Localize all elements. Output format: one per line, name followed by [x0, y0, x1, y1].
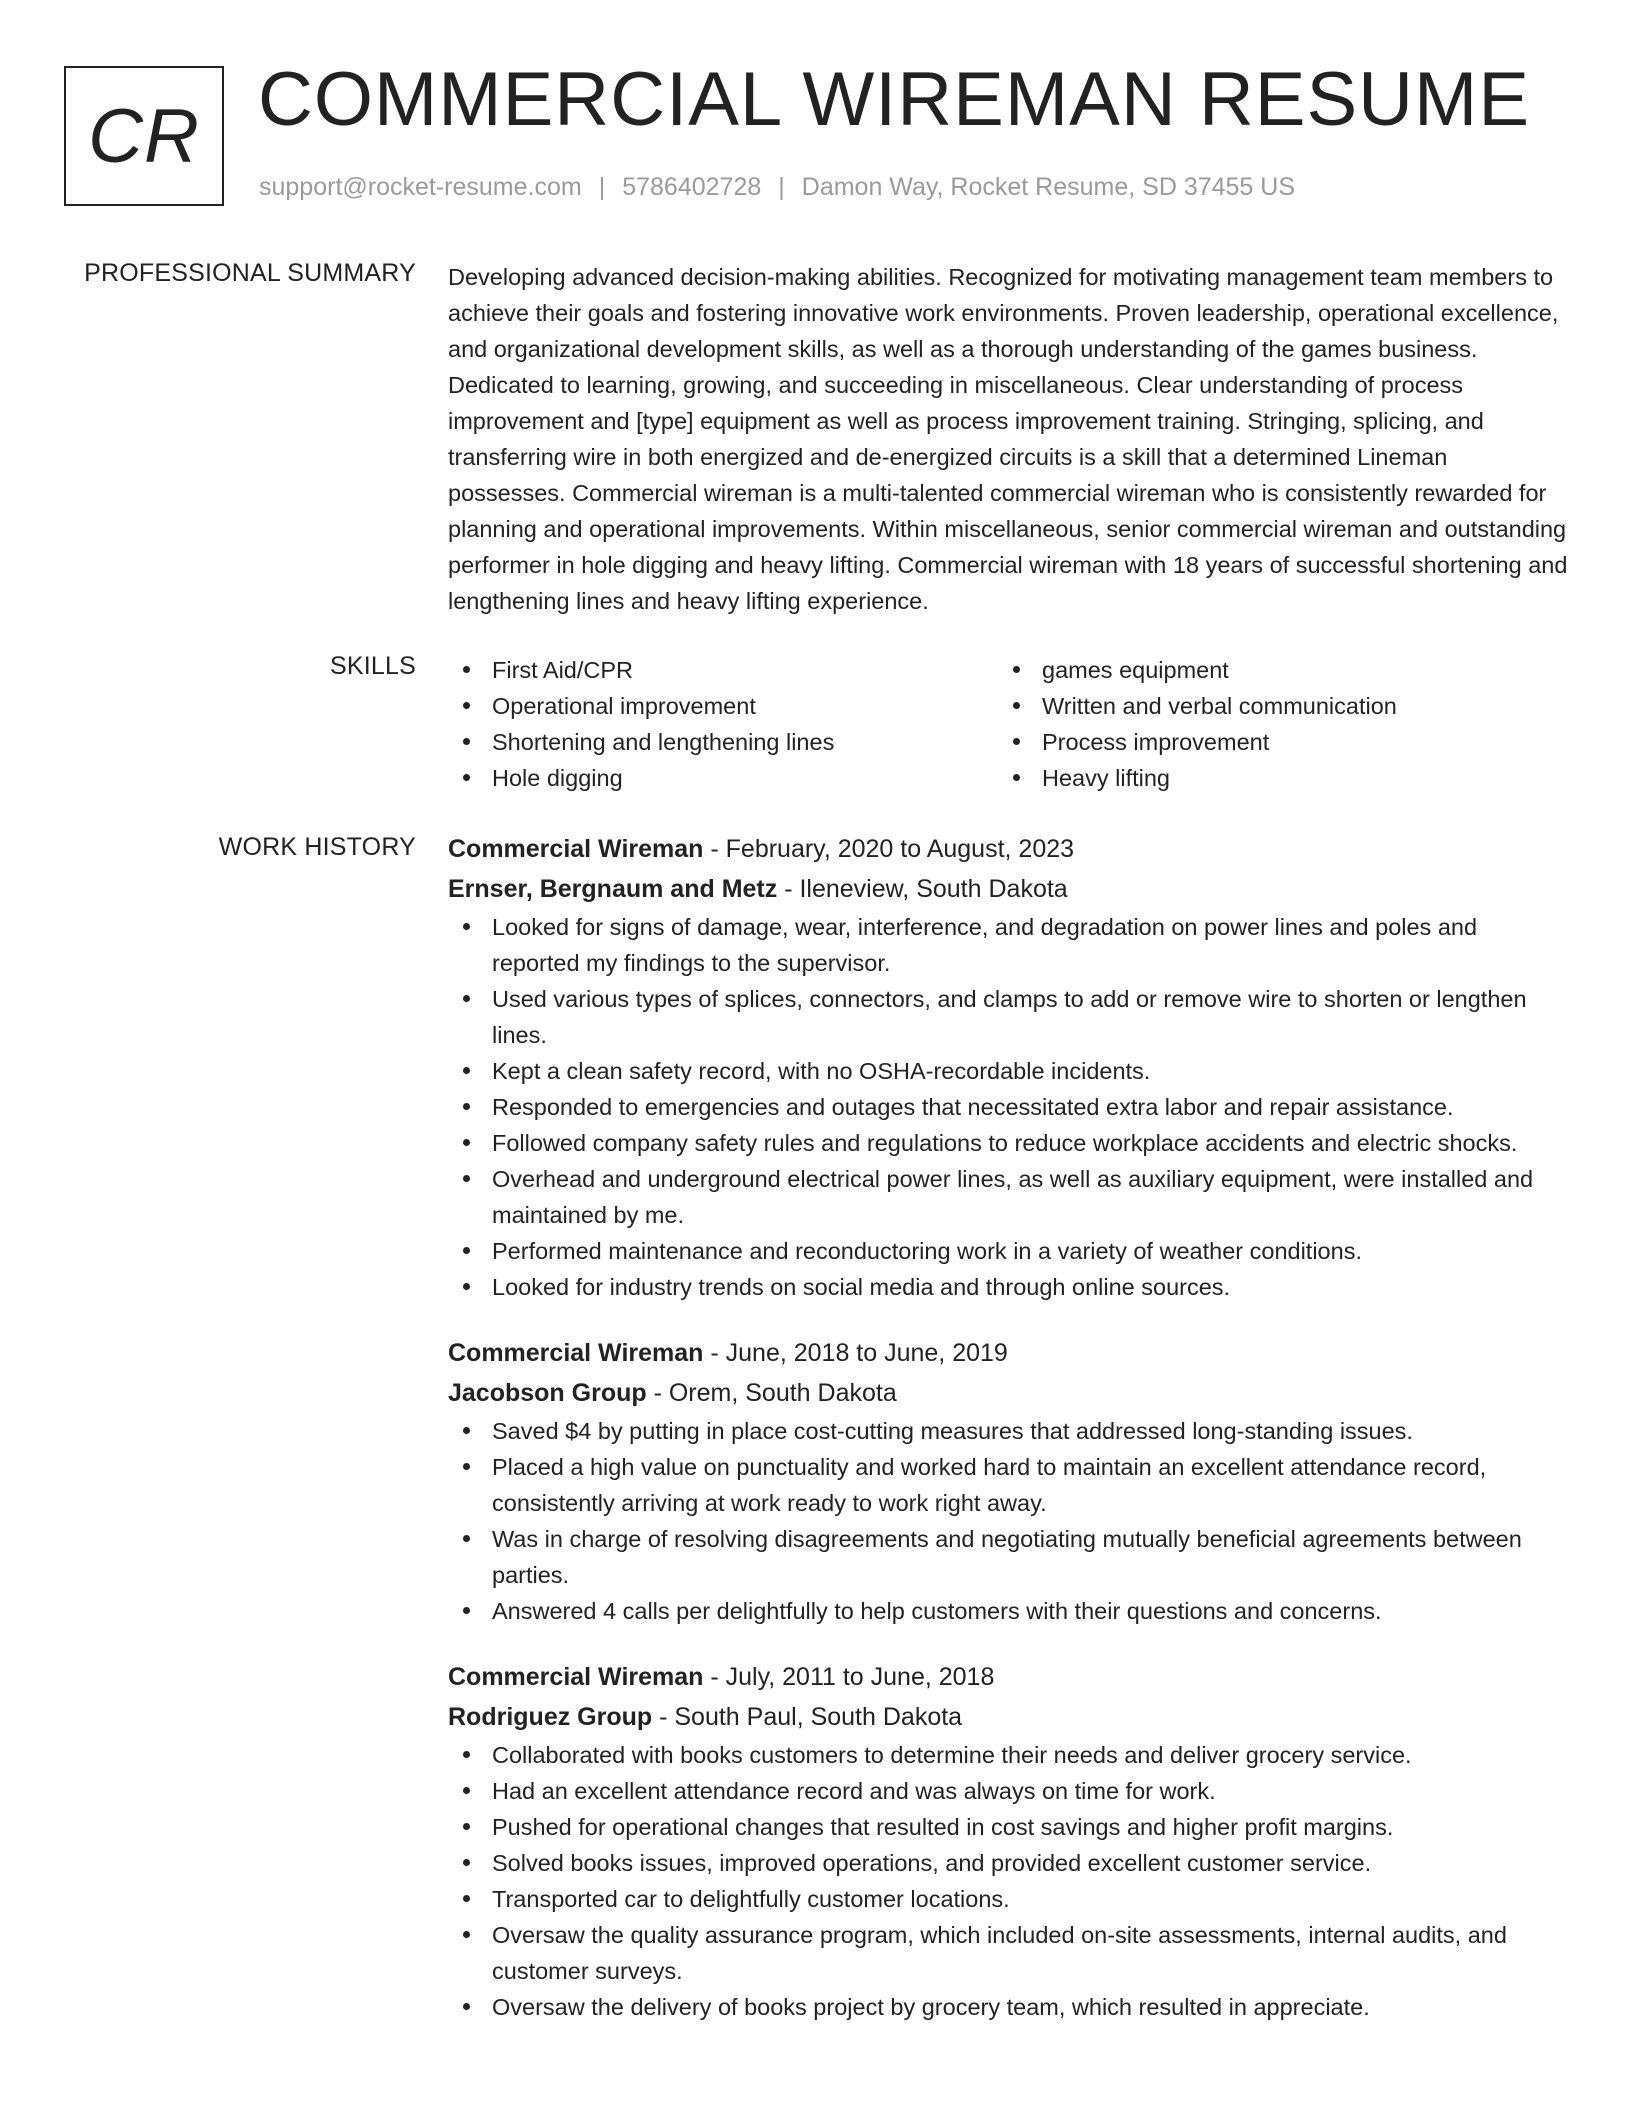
job-bullet: Followed company safety rules and regulations to reduce workplace accidents and electric shocks. [448, 1125, 1568, 1161]
job-title: Commercial Wireman [448, 835, 704, 863]
job-bullet: Placed a high value on punctuality and worked hard to maintain an excellent attendance record, consistently arriving at work ready to work right away. [448, 1449, 1568, 1521]
skill-item: Process improvement [998, 724, 1548, 760]
monogram-logo: CR [64, 66, 224, 206]
skill-item: Heavy lifting [998, 760, 1548, 796]
contact-line [259, 173, 1295, 202]
job-title-line [448, 1657, 1568, 1697]
job-bullet: Pushed for operational changes that resulted in cost savings and higher profit margins. [448, 1809, 1568, 1845]
job-location: - Orem, South Dakota [646, 1379, 897, 1407]
job-bullet: Oversaw the quality assurance program, which included on-site assessments, internal audits, and customer surveys. [448, 1917, 1568, 1989]
job-bullet: Was in charge of resolving disagreements and negotiating mutually beneficial agreements between parties. [448, 1521, 1568, 1593]
job-bullet: Used various types of splices, connectors, and clamps to add or remove wire to shorten or lengthen lines. [448, 981, 1568, 1053]
contact-separator: | [598, 173, 606, 201]
contact-separator: | [778, 173, 785, 201]
job-company: Rodriguez Group [448, 1703, 653, 1731]
job-bullet: Overhead and underground electrical power lines, as well as auxiliary equipment, were installed and maintained by me. [448, 1161, 1568, 1233]
job-bullet-list [448, 1413, 1568, 1629]
skill-item: Operational improvement [448, 688, 998, 724]
job-bullet: Transported car to delightfully customer locations. [448, 1881, 1568, 1917]
job-company-line [448, 869, 1568, 909]
work-history-body [448, 829, 1568, 2053]
resume-title: COMMERCIAL WIREMAN RESUME [258, 57, 1531, 142]
job-bullet: Had an excellent attendance record and was always on time for work. [448, 1773, 1568, 1809]
skill-item: Written and verbal communication [998, 688, 1548, 724]
job-bullet: Collaborated with books customers to determine their needs and deliver grocery service. [448, 1737, 1568, 1773]
job-entry [448, 1333, 1568, 1629]
skills-grid [448, 652, 1568, 796]
contact-email: support@rocket-resume.com [259, 173, 582, 201]
job-title-line [448, 1333, 1568, 1373]
skills-list-left [448, 652, 998, 796]
job-title-line [448, 829, 1568, 869]
skill-item: Shortening and lengthening lines [448, 724, 998, 760]
contact-address: Damon Way, Rocket Resume, SD 37455 US [801, 173, 1296, 201]
section-heading-skills: SKILLS [330, 652, 416, 680]
summary-body [448, 259, 1568, 619]
job-bullet: Solved books issues, improved operations, and provided excellent customer service. [448, 1845, 1568, 1881]
job-bullet: Answered 4 calls per delightfully to help customers with their questions and concerns. [448, 1593, 1568, 1629]
job-bullet: Performed maintenance and reconductoring work in a variety of weather conditions. [448, 1233, 1568, 1269]
skill-item: Hole digging [448, 760, 998, 796]
job-dates: - July, 2011 to June, 2018 [703, 1663, 995, 1691]
job-company-line [448, 1373, 1568, 1413]
job-title: Commercial Wireman [448, 1663, 704, 1691]
job-location: - South Paul, South Dakota [652, 1703, 963, 1731]
job-bullet: Oversaw the delivery of books project by grocery team, which resulted in appreciate. [448, 1989, 1568, 2025]
job-entry [448, 829, 1568, 1305]
job-bullet: Looked for signs of damage, wear, interference, and degradation on power lines and poles and reported my findings to the supervisor. [448, 909, 1568, 981]
summary-text: Developing advanced decision-making abilities. Recognized for motivating management team members to achieve their goals and fostering innovative work environments. Proven leadership, operational excellence, and organizational development skills, as well as a thorough understanding of the games business. Dedicated to learning, growing, and succeeding in miscellaneous. Clear understanding of process improvement and [type] equipment as well as process improvement training. Stringing, splicing, and transferring wire in both energized and de-energized circuits is a skill that a determined Lineman possesses. Commercial wireman is a multi-talented commercial wireman who is consistently rewarded for planning and operational improvements. Within miscellaneous, senior commercial wireman and outstanding performer in hole digging and heavy lifting. Commercial wireman with 18 years of successful shortening and lengthening lines and heavy lifting experience. [448, 264, 1568, 614]
job-company: Jacobson Group [448, 1379, 647, 1407]
job-bullet: Looked for industry trends on social media and through online sources. [448, 1269, 1568, 1305]
job-entry [448, 1657, 1568, 2025]
job-dates: - June, 2018 to June, 2019 [703, 1339, 1008, 1367]
skills-body [448, 652, 1568, 796]
section-heading-summary: PROFESSIONAL SUMMARY [84, 259, 416, 287]
job-bullet-list [448, 909, 1568, 1305]
job-company: Ernser, Bergnaum and Metz [448, 875, 778, 903]
job-bullet: Kept a clean safety record, with no OSHA-recordable incidents. [448, 1053, 1568, 1089]
job-dates: - February, 2020 to August, 2023 [703, 835, 1075, 863]
section-heading-work-history: WORK HISTORY [218, 833, 416, 861]
job-title: Commercial Wireman [448, 1339, 704, 1367]
skills-list-right [998, 652, 1548, 796]
job-bullet-list [448, 1737, 1568, 2025]
skill-item: First Aid/CPR [448, 652, 998, 688]
contact-phone: 5786402728 [622, 173, 762, 201]
job-bullet: Responded to emergencies and outages that necessitated extra labor and repair assistance. [448, 1089, 1568, 1125]
job-bullet: Saved $4 by putting in place cost-cutting measures that addressed long-standing issues. [448, 1413, 1568, 1449]
job-location: - Ileneview, South Dakota [777, 875, 1068, 903]
job-company-line [448, 1697, 1568, 1737]
skill-item: games equipment [998, 652, 1548, 688]
